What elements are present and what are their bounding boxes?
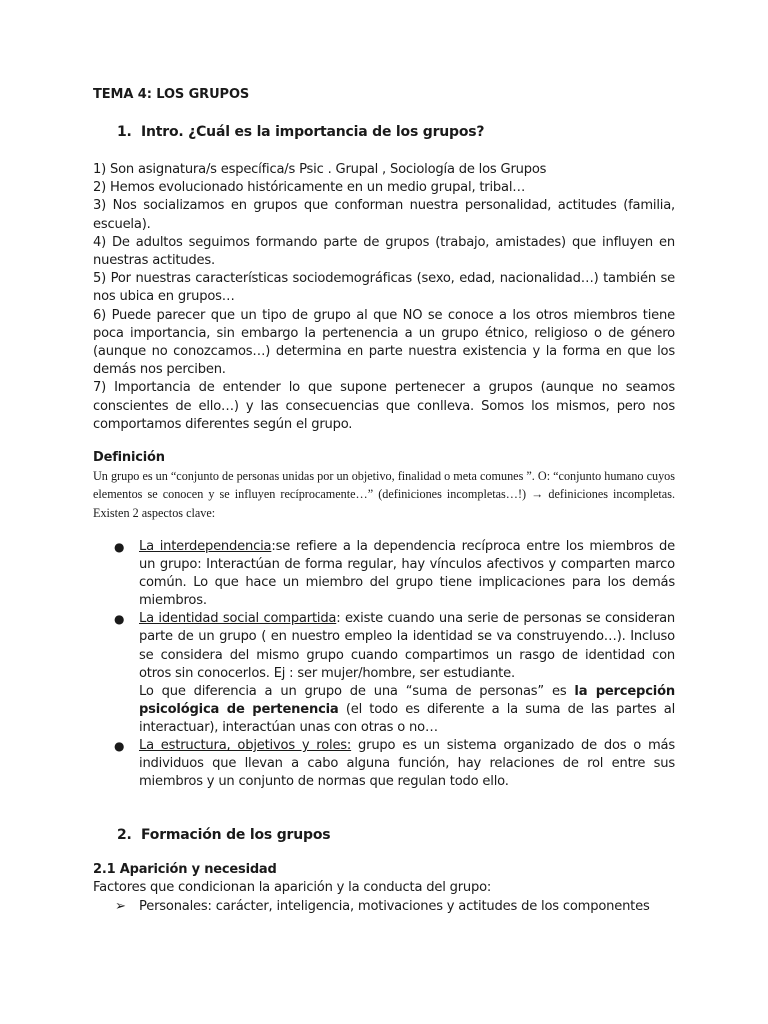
bullet-text: :se refiere a la dependencia recíproca entre los miembros de un grupo: Interactúan de forma regular, hay vínculos afectivos y comparten marco común. Lo que hace un miembro del grupo tiene implicaciones para los demás miembros.	[139, 539, 675, 609]
intro-point: 5) Por nuestras características sociodemográficas (sexo, edad, nacionalidad…) también se nos ubica en grupos…	[93, 271, 675, 305]
bullet-text: : existe cuando una serie de personas se consideran parte de un grupo ( en nuestro empleo la identidad se va construyendo…). Incluso se considera del mismo grupo cuando compartimos un rasgo de identidad con otros sin conocerlos. Ej : ser mujer/hombre, ser estudiante.	[139, 611, 676, 681]
list-item	[93, 610, 675, 737]
bullet-term: La interdependencia	[139, 539, 272, 554]
bullet-text: grupo es un sistema organizado de dos o más individuos que llevan a cabo alguna función, hay relaciones de rol entre sus miembros y un conjunto de normas que regulan todo ello.	[139, 738, 675, 790]
bullet-icon: ●	[114, 612, 125, 627]
intro-point: 4) De adultos seguimos formando parte de grupos (trabajo, amistades) que influyen en nuestras actitudes.	[93, 234, 675, 269]
bullet-term: La identidad social compartida	[139, 611, 337, 627]
section-1-heading	[117, 124, 484, 140]
subsection-heading: 2.1 Aparición y necesidad	[93, 862, 277, 877]
bullet-icon: ●	[114, 540, 125, 554]
section-1-title: Intro. ¿Cuál es la importancia de los grupos?	[141, 124, 485, 140]
bullet-icon: ●	[114, 739, 125, 754]
intro-point: 6) Puede parecer que un tipo de grupo al que NO se conoce a los otros miembros tiene poca importancia, sin embargo la pertenencia a un grupo étnico, religioso o de género (aunque no conozcamos…) determina en parte nuestra existencia y la forma en que los demás nos perciben.	[93, 307, 675, 378]
definition-heading: Definición	[93, 450, 165, 465]
key-aspects-list	[93, 538, 675, 791]
intro-point: 3) Nos socializamos en grupos que conforman nuestra personalidad, actitudes (familia, escuela).	[93, 198, 675, 232]
arrow-item-text: Personales: carácter, inteligencia, motivaciones y actitudes de los componentes	[139, 899, 650, 914]
arrow-list-item	[115, 899, 650, 914]
bullet-extra-bold: la percepción psicológica de pertenencia	[139, 683, 675, 717]
section-2-heading	[117, 827, 330, 843]
bullet-extra: Lo que diferencia a un grupo de una “suma de personas” es	[139, 683, 575, 699]
arrow-bullet-icon: ➢	[115, 899, 126, 914]
document-title: TEMA 4: LOS GRUPOS	[93, 87, 250, 102]
bullet-extra-after: (el todo es diferente a la suma de las partes al interactuar), interactúan unas con otras o no…	[139, 701, 676, 735]
section-1-number: 1.	[117, 124, 132, 140]
definition-text: Un grupo es un “conjunto de personas unidas por un objetivo, finalidad o meta comunes ”. O: “conjunto humano cuyos elementos se conocen y se influyen recíprocamente…” (definiciones incompletas…!) → definiciones incompletas. Existen 2 aspectos clave:	[93, 469, 675, 520]
list-item	[93, 538, 675, 610]
subsection-text: Factores que condicionan la aparición y la conducta del grupo:	[93, 880, 492, 895]
intro-point: 7) Importancia de entender lo que supone pertenecer a grupos (aunque no seamos conscientes de ello…) y las consecuencias que conlleva. Somos los mismos, pero nos comportamos diferentes según el grupo.	[93, 380, 675, 432]
intro-point: 2) Hemos evolucionado históricamente en un medio grupal, tribal…	[93, 180, 526, 196]
section-2-number: 2.	[117, 827, 132, 843]
list-item	[93, 737, 675, 791]
bullet-term: La estructura, objetivos y roles:	[139, 738, 352, 754]
intro-point: 1) Son asignatura/s específica/s Psic . Grupal , Sociología de los Grupos	[93, 162, 547, 177]
section-2-title: Formación de los grupos	[141, 827, 331, 843]
intro-points	[93, 161, 675, 434]
